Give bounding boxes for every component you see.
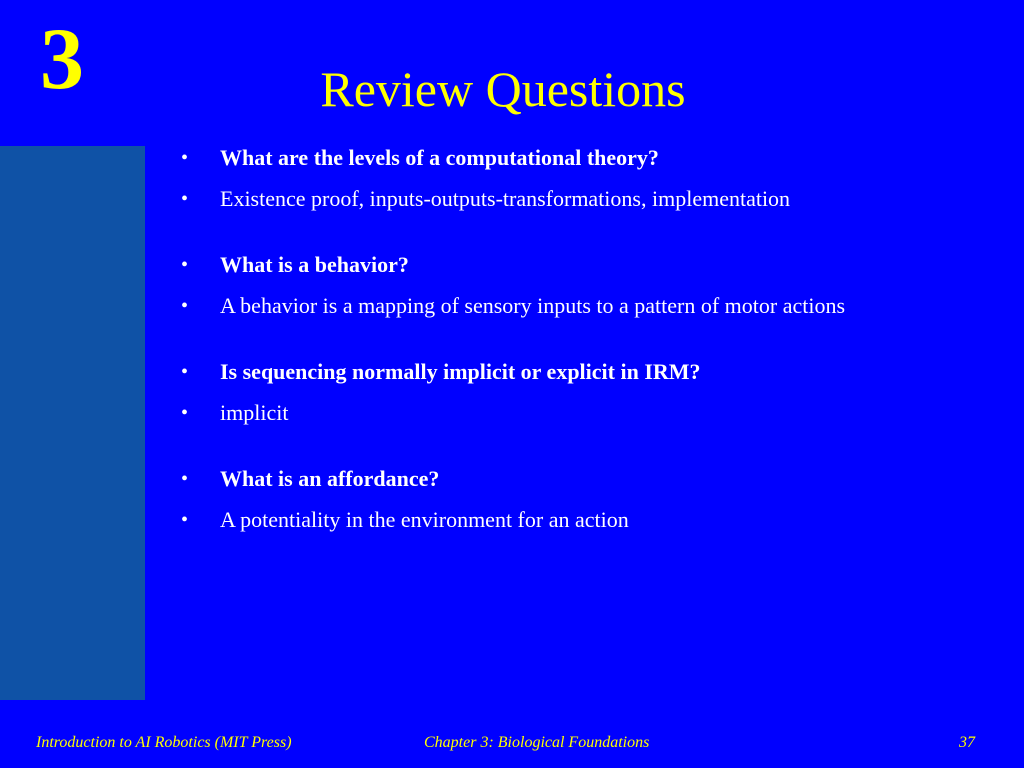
qa-group — [181, 249, 981, 322]
answer-text: Existence proof, inputs-outputs-transformations, implementation — [220, 186, 791, 211]
bullet-icon: • — [181, 468, 189, 490]
page-number: 37 — [959, 734, 975, 751]
answer-item — [181, 183, 981, 215]
bullet-icon: • — [181, 509, 189, 531]
answer-item — [181, 504, 981, 536]
bullet-icon: • — [181, 188, 189, 210]
footer-chapter: Chapter 3: Biological Foundations — [424, 734, 650, 751]
answer-text: A potentiality in the environment for an action — [220, 507, 629, 532]
answer-item — [181, 290, 981, 322]
side-bar — [0, 146, 145, 700]
bullet-icon: • — [181, 147, 189, 169]
question-text: What is a behavior? — [220, 252, 409, 277]
qa-content — [181, 142, 981, 570]
question-text: What is an affordance? — [220, 466, 440, 491]
answer-text: implicit — [220, 400, 289, 425]
question-item — [181, 356, 981, 388]
bullet-icon: • — [181, 361, 189, 383]
bullet-icon: • — [181, 402, 189, 424]
slide-title: Review Questions — [320, 61, 686, 117]
question-item — [181, 249, 981, 281]
question-text: Is sequencing normally implicit or explicit in IRM? — [220, 359, 701, 384]
question-item — [181, 142, 981, 174]
question-item — [181, 463, 981, 495]
chapter-number: 3 — [40, 11, 84, 108]
bullet-icon: • — [181, 295, 189, 317]
answer-text: A behavior is a mapping of sensory inputs to a pattern of motor actions — [220, 293, 846, 318]
qa-group — [181, 356, 981, 429]
bullet-icon: • — [181, 254, 189, 276]
answer-item — [181, 397, 981, 429]
qa-group — [181, 142, 981, 215]
qa-group — [181, 463, 981, 536]
footer-book-title: Introduction to AI Robotics (MIT Press) — [36, 734, 292, 751]
question-text: What are the levels of a computational theory? — [220, 145, 659, 170]
footer — [0, 732, 1024, 756]
